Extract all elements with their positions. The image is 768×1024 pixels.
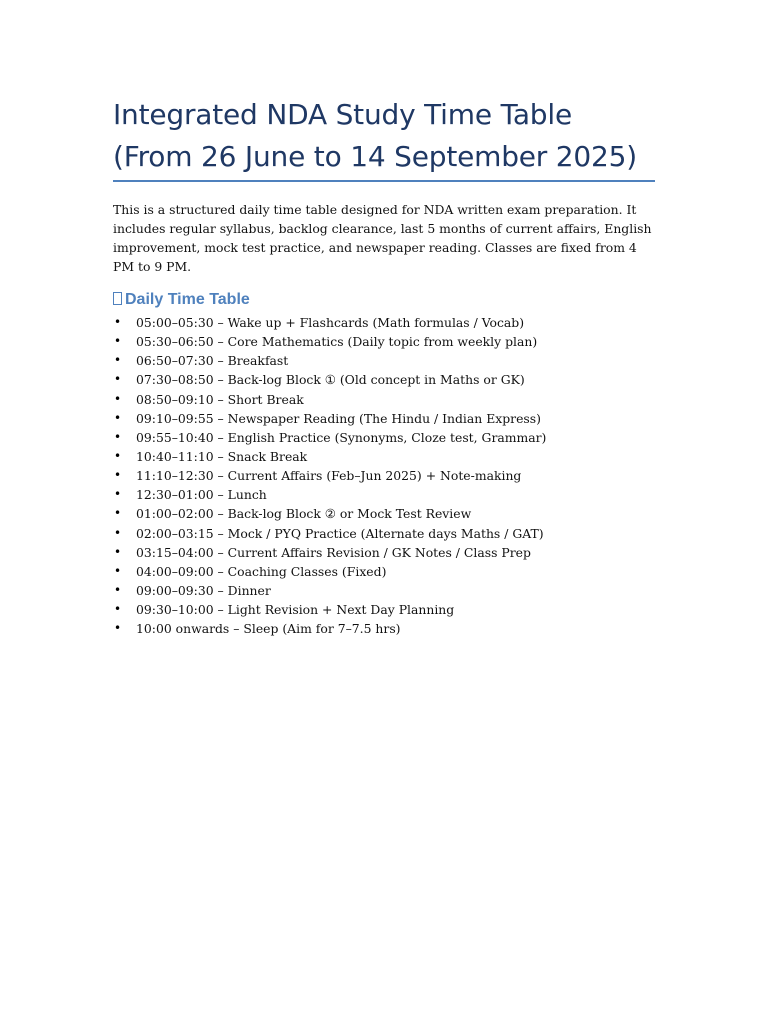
section-heading [113, 289, 250, 311]
schedule-entry: 06:50–07:30 – Breakfast [136, 353, 289, 369]
list-item [113, 370, 658, 389]
schedule-entry: 09:55–10:40 – English Practice (Synonyms, Cloze test, Grammar) [136, 429, 547, 445]
bullet-icon: • [114, 334, 122, 349]
schedule-entry: 03:15–04:00 – Current Affairs Revision / GK Notes / Class Prep [136, 544, 531, 560]
schedule-entry: 11:10–12:30 – Current Affairs (Feb–Jun 2025) + Note-making [136, 468, 522, 484]
schedule-entry: 01:00–02:00 – Back-log Block ② or Mock Test Review [136, 506, 472, 522]
schedule-entry: 08:50–09:10 – Short Break [136, 391, 304, 407]
schedule-entry: 09:30–10:00 – Light Revision + Next Day Planning [136, 602, 455, 618]
schedule-entry: 10:40–11:10 – Snack Break [136, 448, 308, 464]
bullet-icon: • [114, 448, 122, 463]
bullet-icon: • [114, 315, 122, 329]
bullet-icon: • [114, 525, 122, 540]
list-item [113, 562, 658, 581]
list-item [113, 409, 658, 428]
bullet-icon: • [114, 563, 122, 578]
schedule-entry: 10:00 onwards – Sleep (Aim for 7–7.5 hrs) [136, 621, 401, 637]
bullet-icon: • [114, 429, 122, 444]
bullet-icon: • [114, 487, 122, 502]
list-item [113, 619, 658, 638]
schedule-entry: 09:00–09:30 – Dinner [136, 582, 271, 598]
list-item [113, 466, 658, 485]
list-item [113, 524, 658, 543]
schedule-entry: 12:30–01:00 – Lunch [136, 487, 267, 503]
list-item [113, 351, 658, 370]
list-item [113, 428, 658, 447]
bullet-icon: • [114, 621, 122, 636]
schedule-entry: 04:00–09:00 – Coaching Classes (Fixed) [136, 563, 387, 579]
schedule-entry: 09:10–09:55 – Newspaper Reading (The Hindu / Indian Express) [136, 410, 541, 426]
bullet-icon: • [114, 372, 122, 387]
list-item [113, 504, 658, 523]
list-item [113, 447, 658, 466]
list-item [113, 332, 658, 351]
document-title: Integrated NDA Study Time Table (From 26 June to 14 September 2025) [113, 98, 637, 173]
list-item [113, 581, 658, 600]
schedule-list [113, 313, 658, 638]
bullet-icon: • [114, 391, 122, 406]
bullet-icon: • [114, 544, 122, 559]
bullet-icon: • [114, 353, 122, 368]
list-item [113, 390, 658, 409]
bullet-icon: • [114, 410, 122, 425]
schedule-entry: 05:00–05:30 – Wake up + Flashcards (Math formulas / Vocab) [136, 315, 525, 330]
bullet-icon: • [114, 506, 122, 521]
bullet-icon: • [114, 468, 122, 483]
list-item [113, 543, 658, 562]
schedule-entry: 02:00–03:15 – Mock / PYQ Practice (Alternate days Maths / GAT) [136, 525, 544, 541]
list-item [113, 485, 658, 504]
list-item [113, 313, 658, 332]
bullet-icon: • [114, 602, 122, 617]
list-item [113, 600, 658, 619]
title-underline [113, 180, 655, 182]
missing-glyph-icon [113, 292, 122, 305]
schedule-entry: 05:30–06:50 – Core Mathematics (Daily topic from weekly plan) [136, 334, 538, 350]
bullet-icon: • [114, 582, 122, 597]
schedule-entry: 07:30–08:50 – Back-log Block ① (Old concept in Maths or GK) [136, 372, 525, 388]
intro-paragraph: This is a structured daily time table designed for NDA written exam preparation. It includes regular syllabus, backlog clearance, last 5 months of current affairs, English improvement, mock test practice, and newspaper reading. Classes are fixed from 4 PM to 9 PM. [113, 202, 652, 274]
section-heading-label: Daily Time Table [125, 291, 250, 308]
